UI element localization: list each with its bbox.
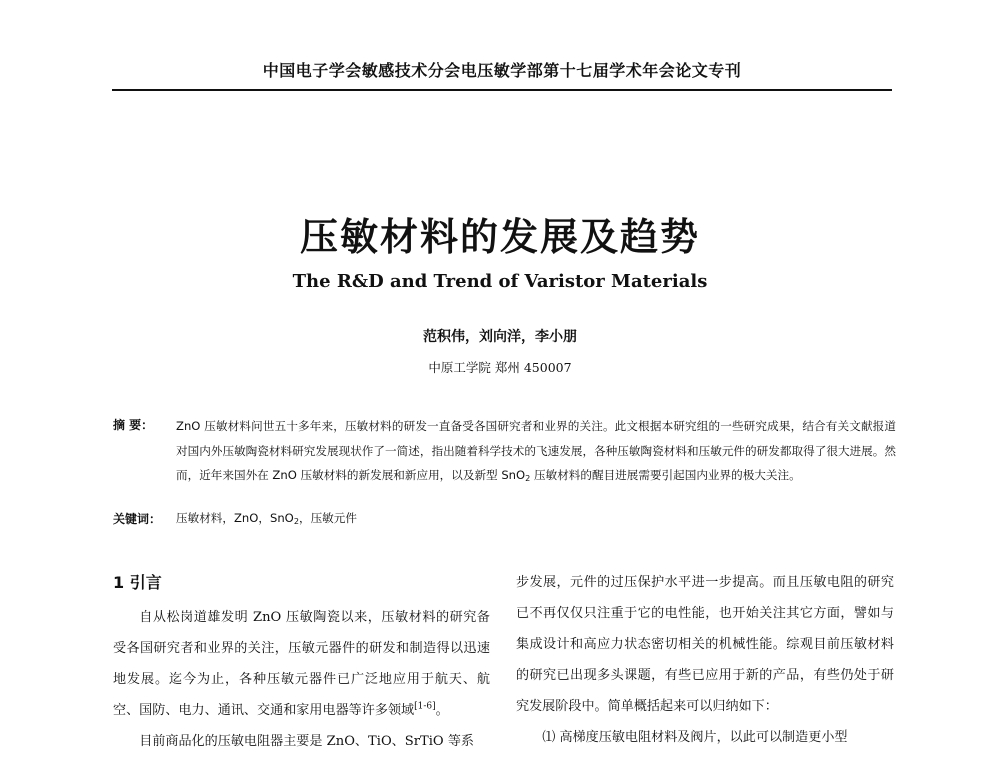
keywords-part-a: 压敏材料，ZnO，SnO bbox=[176, 511, 294, 525]
abstract-text bbox=[176, 414, 896, 488]
article-title: 压敏材料的发展及趋势 bbox=[299, 215, 700, 259]
keywords-subscript: 2 bbox=[293, 516, 299, 526]
abstract-subscript: 2 bbox=[525, 473, 531, 483]
abstract-text-part-b: 压敏材料的醒目进展需要引起国内业界的极大关注。 bbox=[530, 468, 801, 482]
section-heading-introduction: 1 引言 bbox=[113, 573, 162, 592]
author-list: 范积伟，刘向洋，李小朋 bbox=[423, 329, 577, 345]
intro-paragraph-1-end: 。 bbox=[435, 703, 449, 718]
abstract-text-part-a: ZnO 压敏材料问世五十多年来，压敏材料的研发一直备受各国研究者和业界的关注。此文根据本研究组的一些研究成果，结合有关文献报道对国内外压敏陶瓷材料研究发展现状作了一简述，指出随着科学技术的飞速发展，各种压敏陶瓷材料和压敏元件的研发都取得了很大进展。然而，近年来国外在 ZnO 压敏材料的新发展和新应用，以及新型 SnO bbox=[176, 419, 896, 482]
keywords-text bbox=[176, 510, 357, 526]
header-rule bbox=[112, 89, 892, 91]
left-column bbox=[113, 602, 490, 757]
right-paragraph-1: 步发展，元件的过压保护水平进一步提高。而且压敏电阻的研究已不再仅仅只注重于它的电性能，也开始关注其它方面，譬如与集成设计和高应力状态密切相关的机械性能。综观目前压敏材料的研究已出现多头课题，有些已应用于新的产品，有些仍处于研究发展阶段中。简单概括起来可以归纳如下： bbox=[516, 575, 894, 714]
intro-paragraph-2: 目前商品化的压敏电阻器主要是 ZnO、TiO、SrTiO 等系 bbox=[139, 734, 475, 749]
right-column bbox=[516, 567, 894, 753]
affiliation: 中原工学院 郑州 450007 bbox=[428, 360, 572, 375]
abstract-label: 摘 要： bbox=[113, 418, 154, 432]
citation-marker: [1-6] bbox=[414, 701, 436, 712]
keywords-label: 关键词： bbox=[113, 512, 162, 526]
right-list-item-1: ⑴ 高梯度压敏电阻材料及阀片，以此可以制造更小型 bbox=[542, 730, 848, 745]
article-title-english: The R&D and Trend of Varistor Materials bbox=[292, 271, 708, 292]
intro-paragraph-1-text: 自从松岗道雄发明 ZnO 压敏陶瓷以来，压敏材料的研究备受各国研究者和业界的关注，压敏元器件的研发和制造得以迅速地发展。迄今为止，各种压敏元器件已广泛地应用于航天、航空、国防、电力、通讯、交通和家用电器等许多领域 bbox=[113, 610, 490, 718]
keywords-part-b: ，压敏元件 bbox=[298, 511, 357, 525]
running-header: 中国电子学会敏感技术分会电压敏学部第十七届学术年会论文专刊 bbox=[262, 61, 742, 80]
intro-paragraph-1 bbox=[113, 602, 490, 726]
